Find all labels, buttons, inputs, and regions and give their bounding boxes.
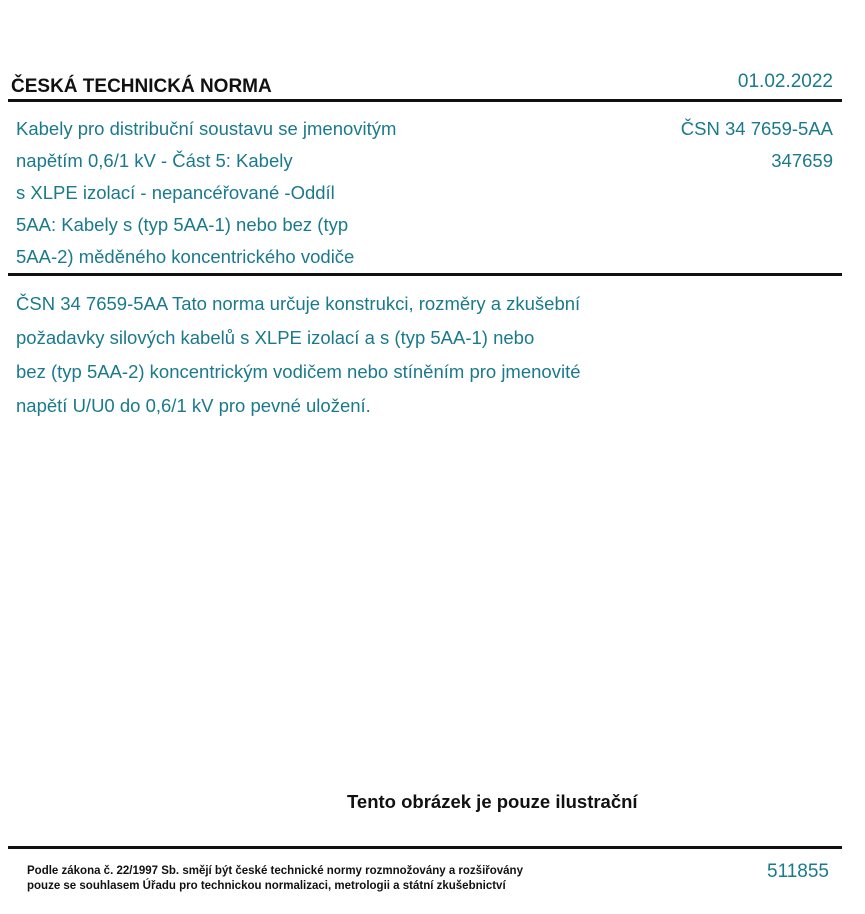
standard-title-line: 5AA-2) měděného koncentrického vodiče xyxy=(16,246,355,267)
standard-title-line: napětím 0,6/1 kV - Část 5: Kabely xyxy=(16,150,293,171)
classification-number: 347659 xyxy=(771,150,833,171)
standard-title xyxy=(16,113,486,273)
footer-divider xyxy=(8,846,842,849)
document-type-heading: ČESKÁ TECHNICKÁ NORMA xyxy=(11,76,272,97)
abstract xyxy=(16,287,716,423)
legal-notice-line: Podle zákona č. 22/1997 Sb. smějí být české technické normy rozmnožovány a rozšiřovány xyxy=(27,865,523,877)
legal-notice-line: pouze se souhlasem Úřadu pro technickou normalizaci, metrologii a státní zkušebnictví xyxy=(27,880,506,892)
abstract-line: ČSN 34 7659-5AA Tato norma určuje konstrukci, rozměry a zkušební xyxy=(16,293,581,314)
standard-title-line: Kabely pro distribuční soustavu se jmenovitým xyxy=(16,118,397,139)
abstract-line: bez (typ 5AA-2) koncentrickým vodičem nebo stíněním pro jmenovité xyxy=(16,361,581,382)
document-number: 511855 xyxy=(767,861,829,882)
publication-date: 01.02.2022 xyxy=(737,71,833,92)
standard-code: ČSN 34 7659-5AA xyxy=(680,118,833,139)
header-divider xyxy=(8,99,842,102)
standard-title-line: 5AA: Kabely s (typ 5AA-1) nebo bez (typ xyxy=(16,214,349,235)
illustration-note: Tento obrázek je pouze ilustrační xyxy=(347,791,638,812)
standard-title-line: s XLPE izolací - nepancéřované -Oddíl xyxy=(16,182,335,203)
abstract-line: požadavky silových kabelů s XLPE izolací a s (typ 5AA-1) nebo xyxy=(16,327,535,348)
standard-identifiers xyxy=(681,113,833,177)
legal-notice xyxy=(27,864,523,894)
title-divider xyxy=(8,273,842,276)
abstract-line: napětí U/U0 do 0,6/1 kV pro pevné uložení. xyxy=(16,395,371,416)
